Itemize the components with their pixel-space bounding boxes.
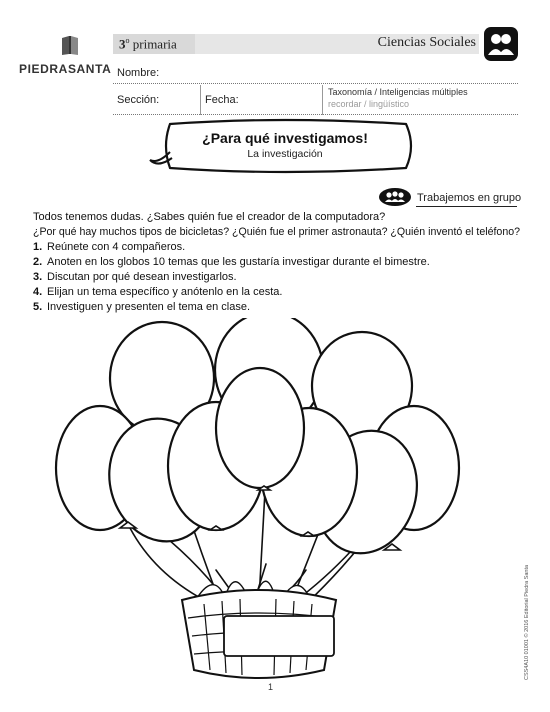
step-text: Elijan un tema específico y anótenlo en la cesta. [47,286,283,298]
list-item [33,256,430,268]
name-line[interactable] [113,83,518,84]
group-people-icon [484,27,518,61]
list-item [33,286,282,298]
step-number: 4. [33,286,43,298]
step-text: Investiguen y presenten el tema en clase. [47,301,251,313]
step-number: 3. [33,271,43,283]
grade-word: primaria [129,36,177,52]
taxonomy-sub-label: recordar / lingüístico [328,99,410,109]
step-number: 1. [33,241,43,253]
step-number: 5. [33,301,43,313]
intro-line: ¿Por qué hay muchos tipos de bicicletas? ¿Quién fue el primer astronauta? ¿Quién inventó el teléfono? [33,226,520,238]
list-item [33,241,185,253]
copyright-text: CSS4A10 01001 © 2016 Editorial Piedra Santa [524,564,530,680]
book-logo-icon [60,34,80,56]
basket-label-box [224,616,334,656]
step-text: Reúnete con 4 compañeros. [47,241,186,253]
divider [416,206,517,207]
page-subtitle: La investigación [247,148,323,160]
page-number: 1 [268,682,274,692]
list-item [33,271,237,283]
step-text: Discutan por qué desean investigarlos. [47,271,237,283]
step-number: 2. [33,256,43,268]
date-label: Fecha: [205,94,239,106]
taxonomy-label: Taxonomía / Inteligencias múltiples [328,87,468,97]
intro-line: Todos tenemos dudas. ¿Sabes quién fue el creador de la computadora? [33,211,386,223]
page-title: ¿Para qué investigamos! [202,130,368,146]
grade-label [119,36,177,52]
people-bubble-icon [378,187,412,207]
group-work-label: Trabajemos en grupo [417,192,522,204]
list-item [33,301,250,313]
section-label: Sección: [117,94,160,106]
section-line[interactable] [113,114,518,115]
balloon [216,368,304,488]
divider [200,85,201,115]
divider [322,85,323,115]
speech-bubble-icon [148,118,418,174]
brand-logo: PIEDRASANTA [19,62,112,76]
step-text: Anoten en los globos 10 temas que les gustaría investigar durante el bimestre. [47,256,430,268]
name-label: Nombre: [117,67,160,79]
balloon-basket-illustration [44,318,480,694]
subject-title: Ciencias Sociales [377,35,476,50]
grade-number: 3 [119,36,126,52]
grade-ordinal: o [125,36,130,45]
